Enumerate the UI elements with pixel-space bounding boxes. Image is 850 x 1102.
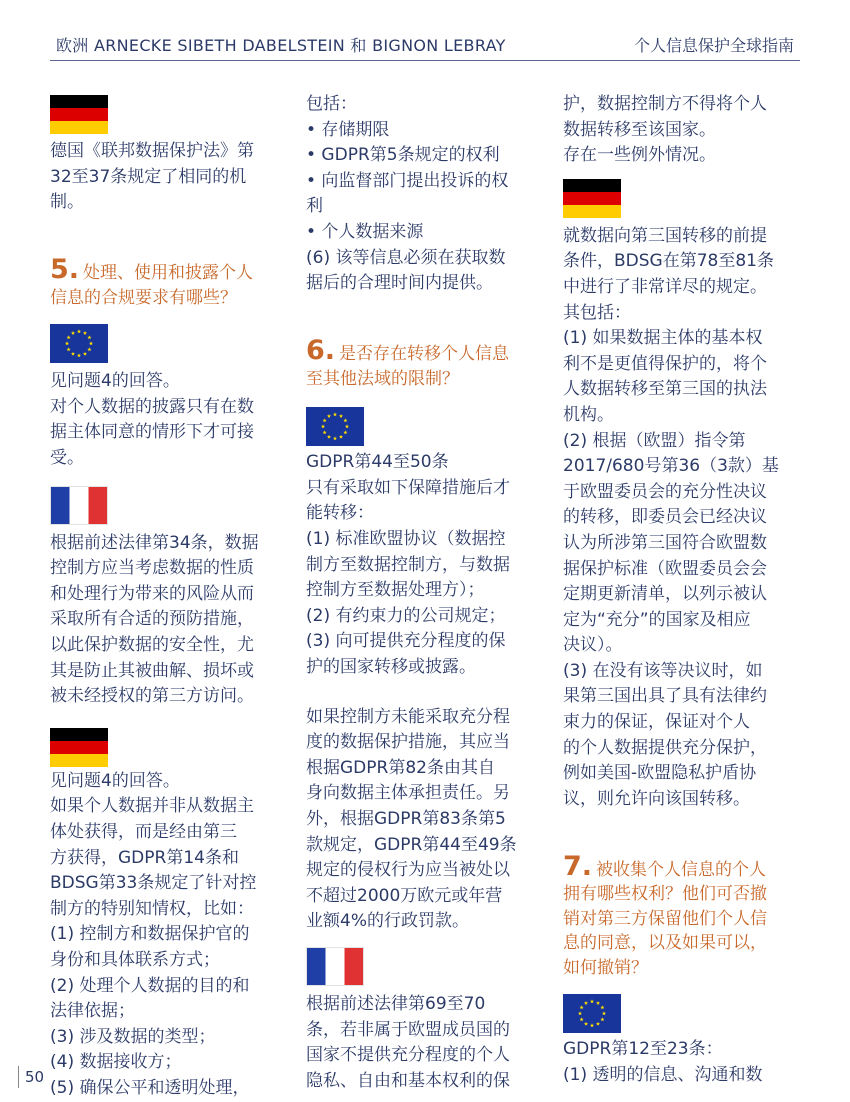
section-heading-text: 处理、使用和披露个人 信息的合规要求有哪些？	[50, 263, 254, 308]
paragraph: GDPR第12至23条： (1) 透明的信息、沟通和数	[563, 1039, 763, 1086]
column-2	[306, 92, 544, 1094]
paragraph: 根据前述法律第69至70 条，若非属于欧盟成员国的 国家不提供充分程度的个人 隐私、自由和基本权利的保	[306, 993, 510, 1091]
section-number: 5.	[50, 254, 80, 286]
section-number: 7.	[563, 850, 593, 882]
eu-star-icon	[343, 431, 347, 435]
eu-star-icon	[77, 354, 81, 358]
eu-star-icon	[584, 1001, 588, 1005]
eu-star-icon	[87, 336, 91, 340]
eu-star-icon	[343, 419, 347, 423]
section-heading-5	[50, 234, 286, 311]
eu-star-icon	[602, 1012, 606, 1016]
eu-star-icon	[339, 414, 343, 418]
page-number: 50	[25, 1068, 45, 1086]
eu-star-icon	[596, 1001, 600, 1005]
section-heading-6	[306, 315, 544, 392]
eu-star-icon	[578, 1012, 582, 1016]
eu-flag-icon	[50, 324, 108, 363]
eu-star-icon	[590, 1000, 594, 1004]
eu-star-icon	[580, 1018, 584, 1022]
france-flag-icon	[306, 947, 364, 986]
eu-star-icon	[596, 1022, 600, 1026]
france-flag-icon	[50, 486, 108, 525]
eu-star-icon	[333, 437, 337, 441]
paragraph: GDPR第44至50条 只有采取如下保障措施后才 能转移： (1) 标准欧盟协议（数据控 制方至数据控制方，与数据 控制方至数据处理方）； (2) 有约束力的公司规定； (3) 向可提供充分程度的保 护的国家转移或披露。	[306, 452, 510, 677]
eu-star-icon	[71, 352, 75, 356]
eu-star-icon	[67, 336, 71, 340]
eu-star-icon	[327, 435, 331, 439]
germany-flag-icon	[50, 728, 108, 767]
paragraph: 见问题4的回答。 对个人数据的披露只有在数 据主体同意的情形下才可接 受。	[50, 371, 254, 469]
eu-star-icon	[65, 342, 69, 346]
eu-flag-icon	[306, 407, 364, 446]
eu-star-icon	[339, 435, 343, 439]
eu-star-icon	[67, 348, 71, 352]
section-number: 6.	[306, 335, 336, 367]
eu-star-icon	[590, 1024, 594, 1028]
eu-star-icon	[327, 414, 331, 418]
section-heading-7	[563, 830, 803, 980]
footer-divider	[18, 1066, 19, 1088]
germany-flag-icon	[50, 95, 108, 134]
eu-star-icon	[345, 425, 349, 429]
eu-star-icon	[87, 348, 91, 352]
column-1	[50, 95, 286, 1102]
column-3	[563, 92, 803, 1089]
germany-flag-icon	[563, 179, 621, 218]
eu-flag-icon	[563, 994, 621, 1033]
eu-star-icon	[600, 1018, 604, 1022]
eu-star-icon	[83, 352, 87, 356]
header-right-title: 个人信息保护全球指南	[633, 36, 794, 55]
eu-star-icon	[580, 1006, 584, 1010]
eu-star-icon	[77, 330, 81, 334]
header-left-title: 欧洲 ARNECKE SIBETH DABELSTEIN 和 BIGNON LEBRAY	[56, 36, 506, 55]
paragraph: 见问题4的回答。 如果个人数据并非从数据主 体处获得，而是经由第三 方获得，GDPR第14条和 BDSG第33条规定了针对控 制方的特别知情权，比如： (1) 控制方和数据保护官的 身份和具体联系方式； (2) 处理个人数据的目的和 法律依据； (3) 涉及数据的类型； (4) 数据接收方； (5) 确保公平和透明处理，	[50, 770, 257, 1098]
eu-star-icon	[323, 431, 327, 435]
eu-star-icon	[321, 425, 325, 429]
eu-star-icon	[83, 331, 87, 335]
paragraph: 德国《联邦数据保护法》第 32至37条规定了相同的机 制。	[50, 141, 254, 213]
eu-star-icon	[584, 1022, 588, 1026]
paragraph: 护，数据控制方不得将个人 数据转移至该国家。 存在一些例外情况。	[563, 94, 767, 166]
eu-star-icon	[600, 1006, 604, 1010]
paragraph: 就数据向第三国转移的前提 条件，BDSG在第78至81条 中进行了非常详尽的规定。 其包括： (1) 如果数据主体的基本权 利不是更值得保护的，将个 人数据转移至第三国的执法 机构。 (2) 根据（欧盟）指令第 2017/680号第36（3款）基 于欧盟委员会的充分性决议 的转移，即委员会已经决议 认为所涉第三国符合欧盟数 据保护标准（欧盟委员会会 定期更新清单，以列示被认 定为“充分”的国家及相应 决议）。 (3) 在没有该等决议时，如 果第三国出具了具有法律约 束力的保证，保证对个人 的个人数据提供充分保护， 例如美国-欧盟隐私护盾协 议，则允许向该国转移。	[563, 225, 779, 809]
page-header	[50, 30, 800, 61]
section-heading-text: 被收集个人信息的个人 拥有哪些权利？他们可否撤 销对第三方保留他们个人信 息的同意，以及如果可以， 如何撤销？	[563, 859, 767, 978]
paragraph: 如果控制方未能采取充分程 度的数据保护措施，其应当 根据GDPR第82条由其自 身向数据主体承担责任。另 外，根据GDPR第83条第5 款规定，GDPR第44至49条 规定的侵权行为应当被处以 不超过2000万欧元或年营 业额4%的行政罚款。	[306, 706, 517, 932]
section-heading-text: 是否存在转移个人信息 至其他法域的限制？	[306, 344, 510, 389]
paragraph: 包括： • 存储期限 • GDPR第5条规定的权利 • 向监督部门提出投诉的权 利 • 个人数据来源 (6) 该等信息必须在获取数 据后的合理时间内提供。	[306, 94, 509, 294]
eu-star-icon	[333, 413, 337, 417]
eu-star-icon	[89, 342, 93, 346]
eu-star-icon	[71, 331, 75, 335]
eu-star-icon	[323, 419, 327, 423]
paragraph: 根据前述法律第34条，数据 控制方应当考虑数据的性质 和处理行为带来的风险从而 采取所有合适的预防措施， 以此保护数据的安全性，尤 其是防止其被曲解、损坏或 被未经授权的第三方访问。	[50, 532, 259, 707]
